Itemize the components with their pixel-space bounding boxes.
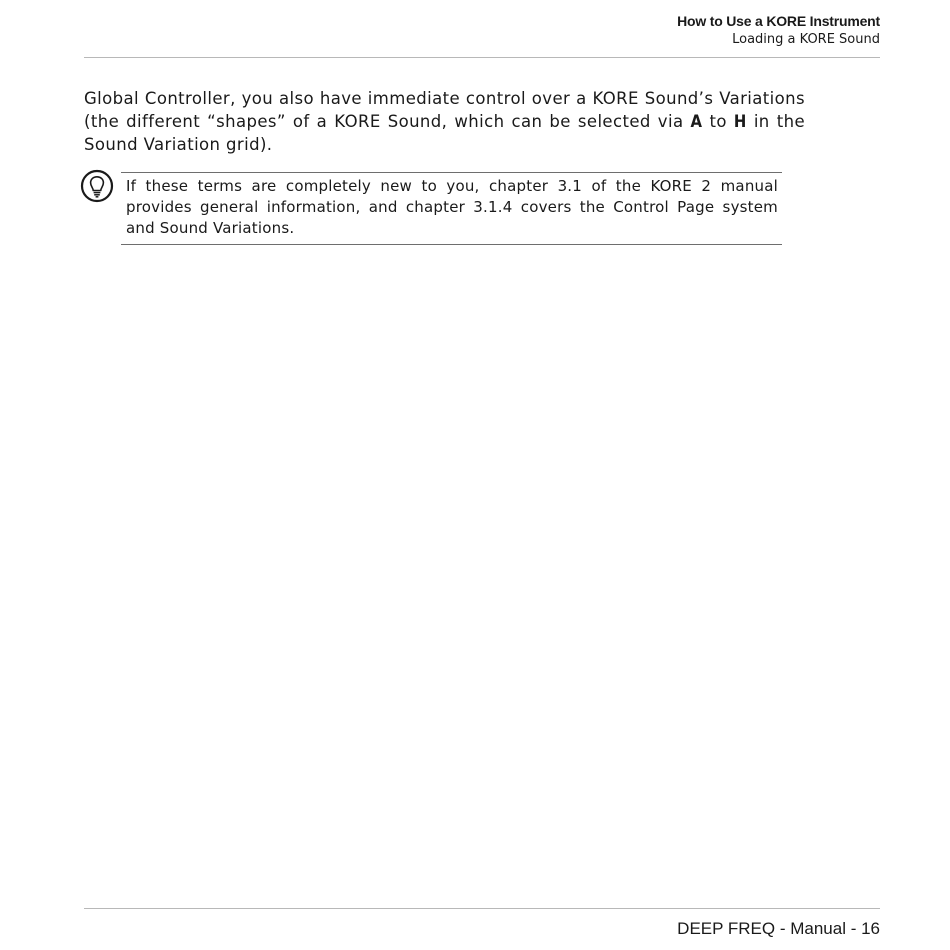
running-header	[677, 12, 880, 49]
header-divider	[84, 57, 880, 58]
body-text-part2: to	[702, 112, 734, 131]
key-h-label: H	[733, 112, 747, 131]
lightbulb-icon	[80, 169, 114, 203]
body-text-part3: in the Sound Variation grid).	[84, 112, 805, 154]
page-footer: DEEP FREQ - Manual - 16	[677, 919, 880, 938]
tip-box	[121, 172, 782, 245]
body-paragraph	[84, 87, 805, 156]
footer-divider	[84, 908, 880, 909]
body-text-part1: Global Controller, you also have immediate control over a KORE Sound’s Variations (the different “shapes” of a KORE Sound, which can be selected via	[84, 89, 805, 131]
section-title: Loading a KORE Sound	[732, 32, 880, 47]
chapter-title: How to Use a KORE Instrument	[677, 13, 880, 29]
key-a-label: A	[690, 112, 703, 131]
tip-text: If these terms are completely new to you, chapter 3.1 of the KORE 2 manual provides general information, and chapter 3.1.4 covers the Control Page system and Sound Variations.	[126, 177, 778, 237]
